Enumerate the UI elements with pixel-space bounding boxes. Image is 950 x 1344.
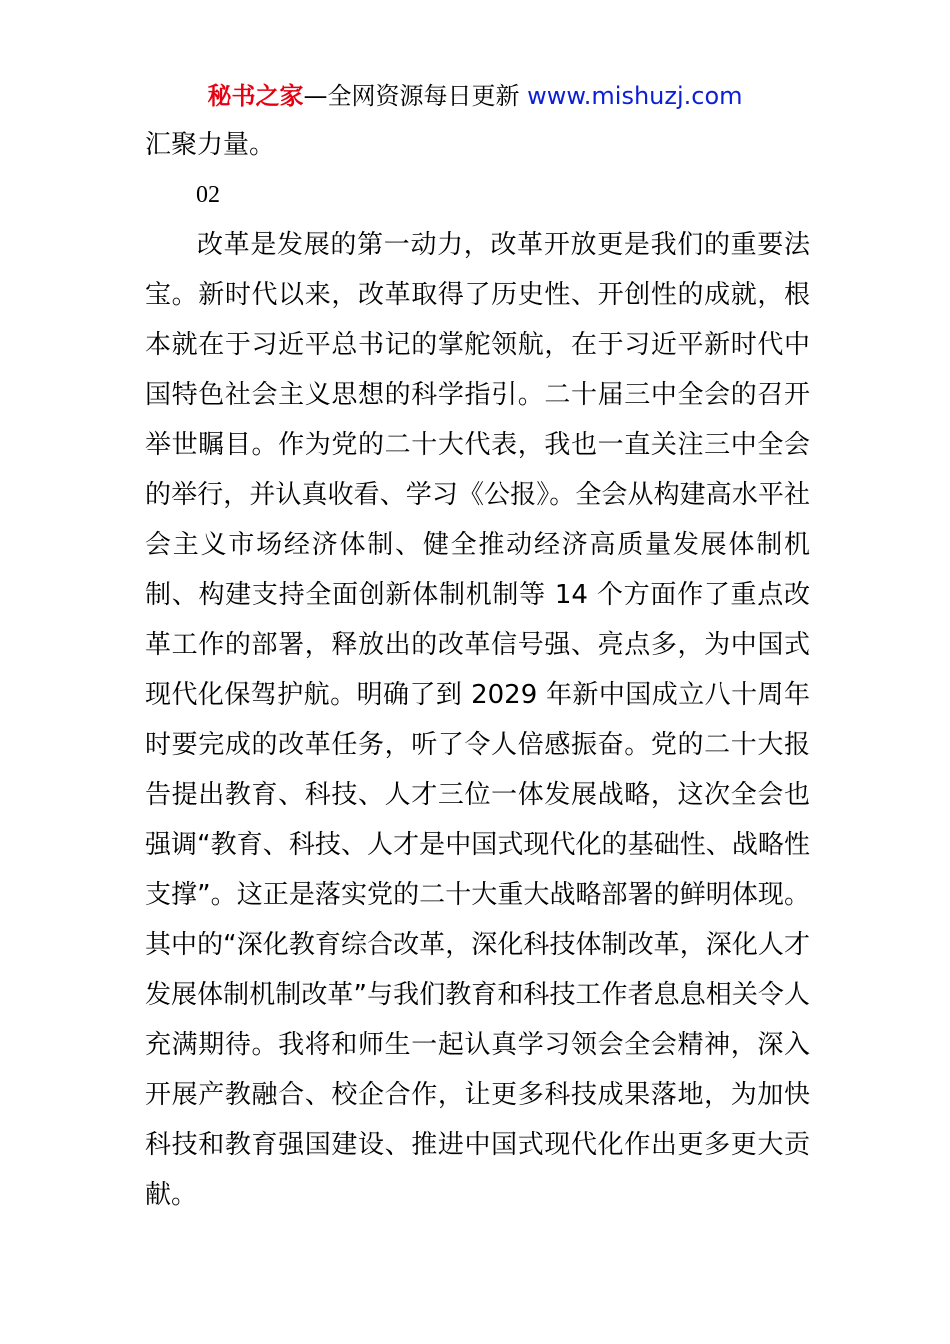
site-url-link[interactable]: www.mishuzj.com	[527, 82, 743, 110]
brand-name: 秘书之家	[207, 82, 304, 110]
section-number: 02	[196, 182, 220, 208]
body-paragraph: 改革是发展的第一动力，改革开放更是我们的重要法宝。新时代以来，改革取得了历史性、开创性的成就，根本就在于习近平总书记的掌舵领航，在于习近平新时代中国特色社会主义思想的科学指引。二十届三中全会的召开举世瞩目。作为党的二十大代表，我也一直关注三中全会的举行，并认真收看、学习《公报》。全会从构建高水平社会主义市场经济体制、健全推动经济高质量发展体制机制、构建支持全面创新体制机制等 14 个方面作了重点改革工作的部署，释放出的改革信号强、亮点多，为中国式现代化保驾护航。明确了到 2029 年新中国成立八十周年时要完成的改革任务，听了令人倍感振奋。党的二十大报告提出教育、科技、人才三位一体发展战略，这次全会也强调“教育、科技、人才是中国式现代化的基础性、战略性支撑”。这正是落实党的二十大重大战略部署的鲜明体现。其中的“深化教育综合改革，深化科技体制改革，深化人才发展体制机制改革”与我们教育和科技工作者息息相关令人充满期待。我将和师生一起认真学习领会全会精神，深入开展产教融合、校企合作，让更多科技成果落地，为加快科技和教育强国建设、推进中国式现代化作出更多更大贡献。	[145, 230, 810, 1210]
site-header	[0, 80, 950, 112]
header-tagline: —全网资源每日更新	[303, 82, 528, 110]
continuation-text: 汇聚力量。	[145, 130, 276, 160]
document-body	[145, 120, 810, 1220]
